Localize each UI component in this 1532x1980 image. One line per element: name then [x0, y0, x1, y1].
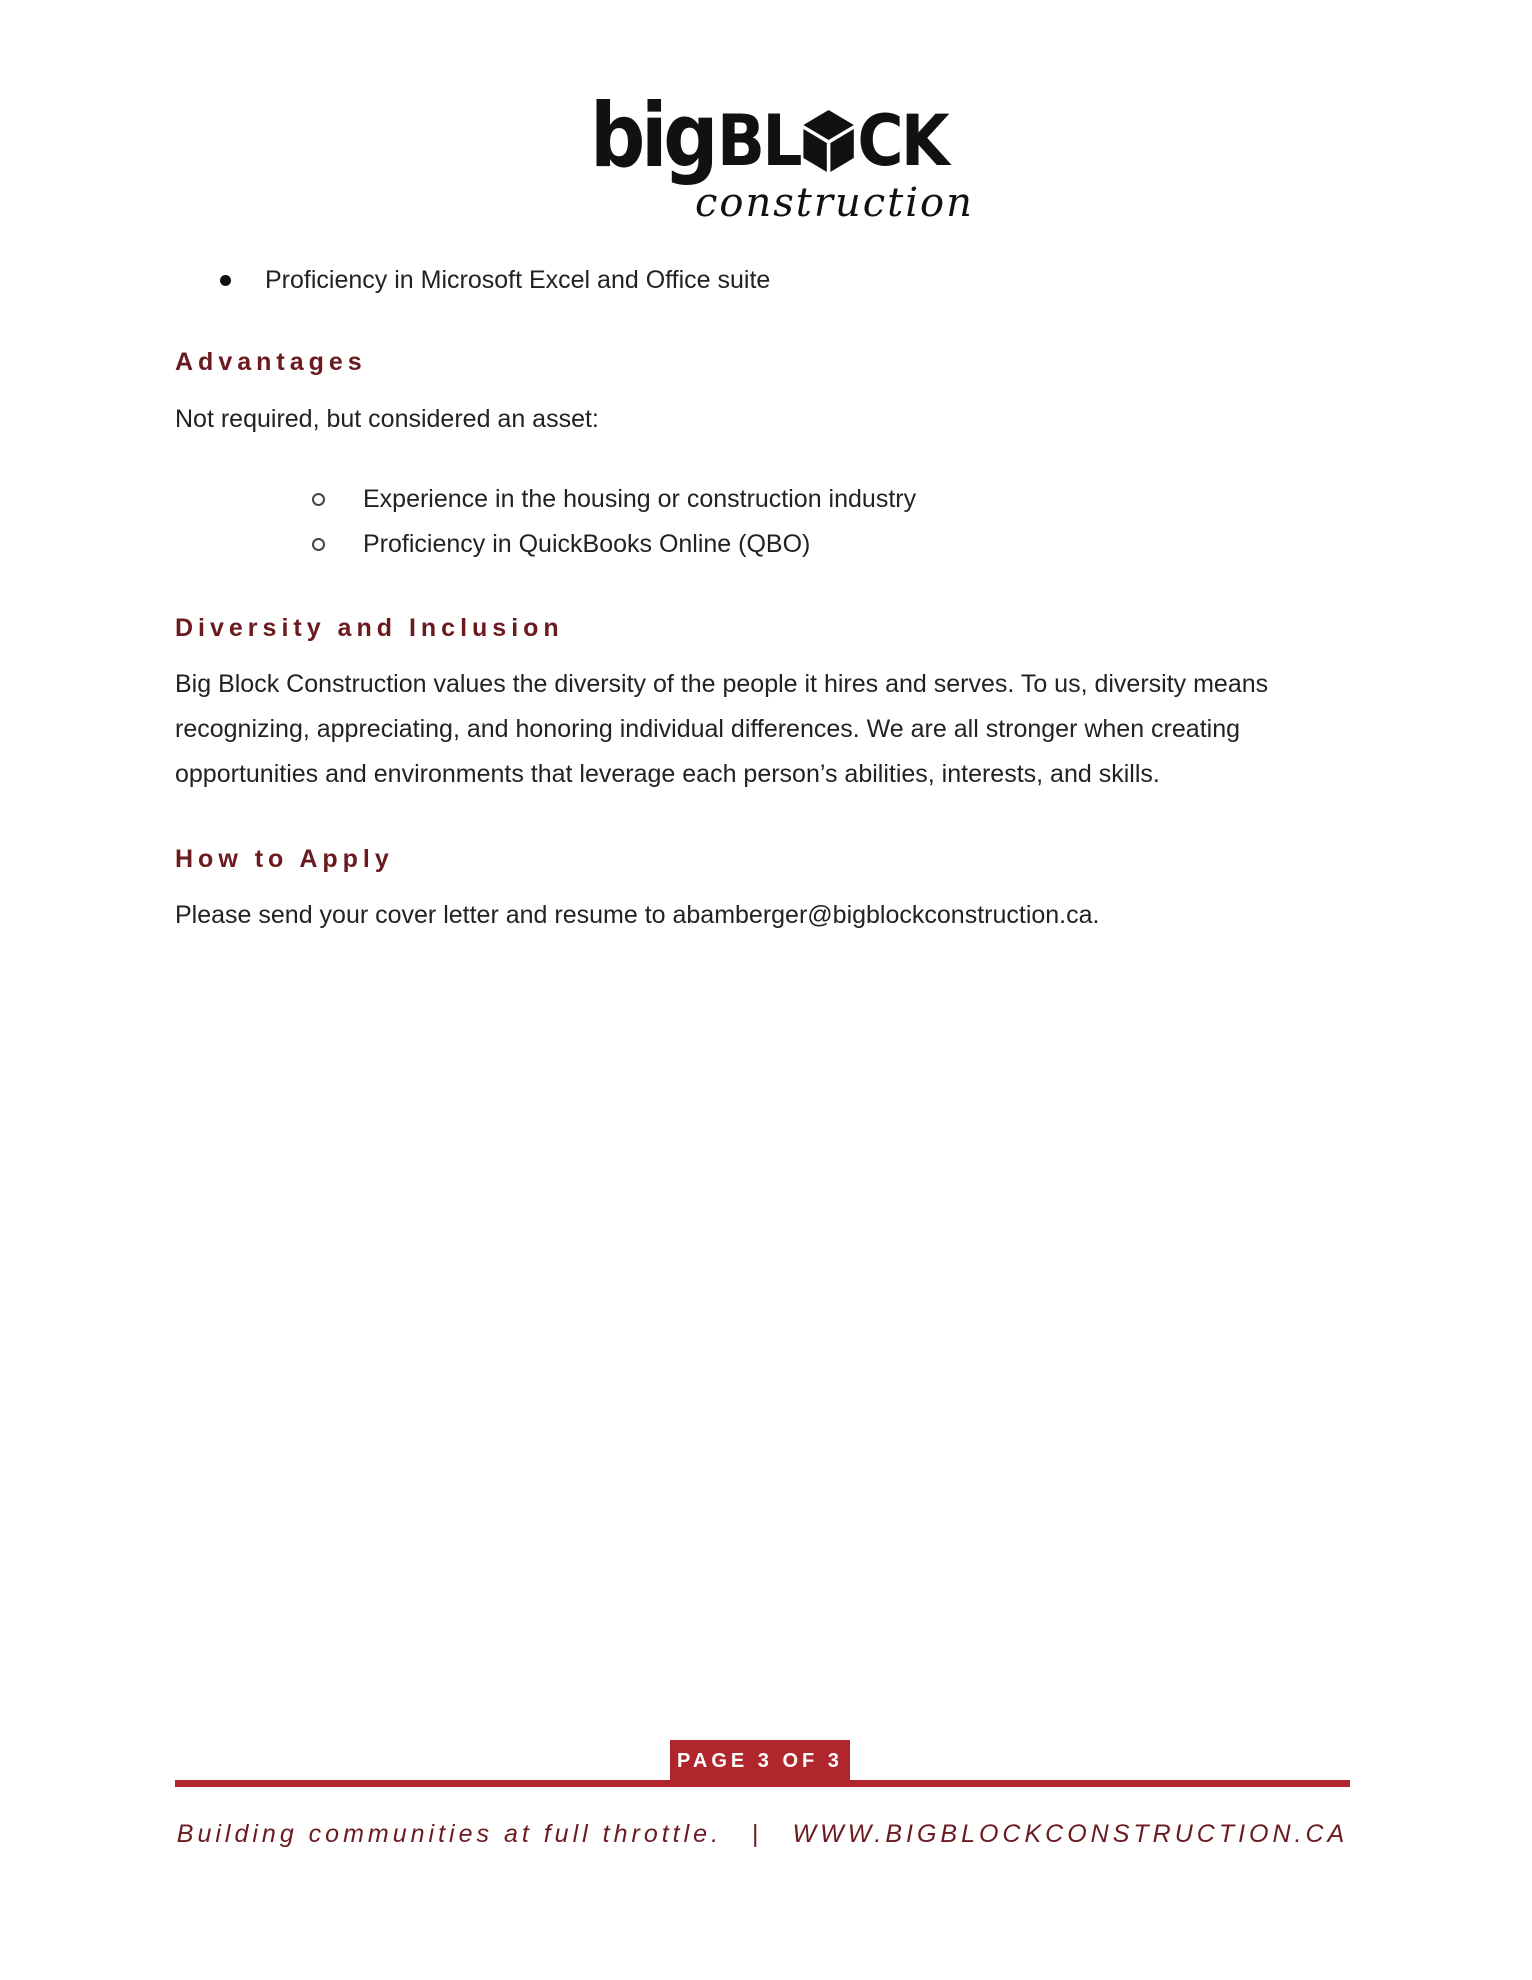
cube-icon [802, 108, 856, 174]
apply-text: Please send your cover letter and resume to abamberger@bigblockconstruction.ca. [175, 901, 1100, 929]
apply-heading: How to Apply [175, 845, 394, 873]
diversity-line: recognizing, appreciating, and honoring individual differences. We are all stronger when creating [175, 715, 1241, 743]
logo-word-block [717, 100, 948, 182]
document-body [175, 260, 1355, 929]
footer-separator: | [752, 1820, 763, 1848]
company-logo [590, 84, 974, 236]
circle-bullet-icon [312, 493, 325, 506]
footer-website-link[interactable]: WWW.BIGBLOCKCONSTRUCTION.CA [792, 1820, 1349, 1848]
page-number-badge: PAGE 3 OF 3 [670, 1740, 850, 1782]
diversity-line: opportunities and environments that leverage each person’s abilities, interests, and skills. [175, 760, 1160, 788]
advantage-text: Experience in the housing or construction industry [363, 485, 917, 513]
logo-wordmark [590, 84, 973, 187]
logo-tagline: construction [695, 180, 974, 226]
diversity-heading: Diversity and Inclusion [175, 614, 564, 642]
logo-word-block-left: BL [717, 100, 800, 182]
bullet-icon [220, 275, 231, 286]
footer-tagline: Building communities at full throttle. [176, 1820, 723, 1848]
circle-bullet-icon [312, 538, 325, 551]
diversity-line: Big Block Construction values the diversity of the people it hires and serves. To us, diversity means [175, 670, 1269, 698]
advantages-list-item [175, 477, 916, 522]
diversity-paragraph [175, 662, 1355, 797]
requirement-text: Proficiency in Microsoft Excel and Office suite [265, 265, 771, 294]
advantage-text: Proficiency in QuickBooks Online (QBO) [363, 530, 811, 558]
footer-divider [175, 1780, 1350, 1787]
logo-word-block-right: CK [857, 100, 948, 182]
advantages-list-item [175, 522, 916, 567]
requirement-list-item [175, 260, 1355, 300]
logo-word-big: big [590, 84, 715, 187]
advantages-heading: Advantages [175, 348, 367, 376]
advantages-intro: Not required, but considered an asset: [175, 405, 599, 433]
footer [175, 1820, 1350, 1849]
advantages-list [175, 477, 916, 567]
